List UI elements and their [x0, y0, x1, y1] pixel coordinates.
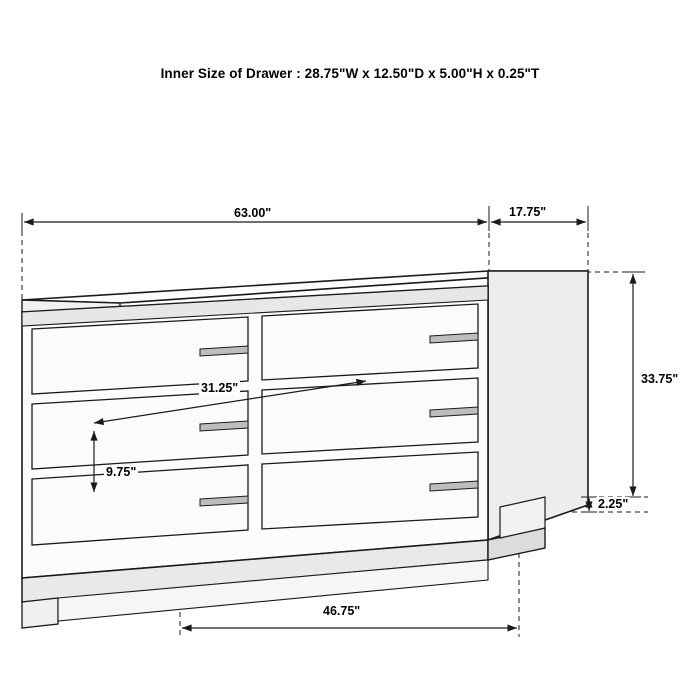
page-title: Inner Size of Drawer : 28.75"W x 12.50"D x 5.00"H x 0.25"T [160, 66, 540, 81]
dim-label-drawer-width: 31.25" [201, 381, 239, 395]
dim-label-drawer-height: 9.75" [106, 465, 137, 479]
dresser-base-foot-left [22, 598, 58, 628]
dresser-body [22, 271, 588, 628]
dim-label-base-width: 46.75" [323, 604, 361, 618]
dim-label-depth: 17.75" [509, 205, 547, 219]
dim-label-overall-height: 33.75" [641, 372, 679, 386]
dim-label-overall-width: 63.00" [234, 206, 272, 220]
dim-label-base-height: 2.25" [598, 497, 629, 511]
